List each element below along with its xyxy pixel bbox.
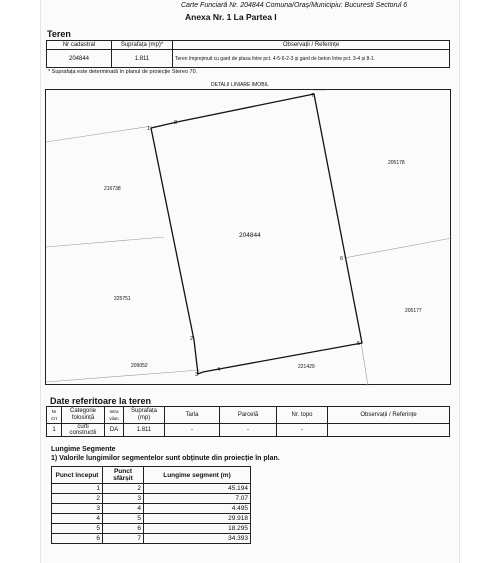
segment-end: 6 [103, 524, 144, 534]
anexa-title: Anexa Nr. 1 La Partea I [185, 12, 277, 22]
header-suprafata: Suprafața (mp)* [112, 41, 173, 50]
segment-end: 3 [103, 494, 144, 504]
plan-title: DETALII LINIARE IMOBIL [211, 82, 269, 88]
neighbor-line [344, 238, 452, 258]
cell-parcela: - [220, 424, 277, 437]
segment-start: 4 [52, 514, 103, 524]
header-suprafata-mp: Suprafața (mp) [124, 407, 165, 424]
neighbor-label: 205177 [405, 308, 422, 314]
segment-start: 1 [52, 484, 103, 494]
header-lungime-segment: Lungime segment (m) [144, 467, 251, 484]
neighbor-line [361, 342, 368, 386]
cell-tarla: - [165, 424, 220, 437]
segment-length: 29.918 [144, 514, 251, 524]
cell-nr-topo: - [277, 424, 328, 437]
header-observatii: Observații / Referințe [173, 41, 450, 50]
point-label: 5 [357, 341, 361, 347]
lungime-title: Lungime Segmente [51, 446, 116, 453]
segment-row [52, 514, 251, 524]
header-punct-inceput: Punct început [52, 467, 103, 484]
cell-nr-crt: 1 [47, 424, 62, 437]
parcel-label: 204844 [239, 232, 261, 239]
header-categorie: Categorie folosință [62, 407, 105, 424]
neighbor-line [46, 237, 164, 247]
header-punct-sfarsit: Punct sfârșit [103, 467, 144, 484]
point-label: 7 [311, 93, 315, 99]
cell-suprafata: 1.811 [124, 424, 165, 437]
suprafata-value: 1.811 [112, 50, 173, 68]
segment-length-table [51, 466, 251, 544]
date-teren-row [47, 424, 450, 437]
segment-length: 34.393 [144, 534, 251, 544]
segment-row [52, 534, 251, 544]
segment-start: 6 [52, 534, 103, 544]
point-label: 4 [217, 367, 221, 373]
neighbor-labels [104, 160, 422, 370]
date-teren-header-row [47, 407, 450, 424]
cell-intravilan: DA [105, 424, 124, 437]
neighbor-label: 216738 [104, 186, 121, 192]
segment-length: 7.07 [144, 494, 251, 504]
segment-row [52, 484, 251, 494]
teren-header-row [47, 41, 450, 50]
header-intravilan: Intra vilan [105, 407, 124, 424]
header-nr-topo: Nr. topo [277, 407, 328, 424]
date-teren-title: Date referitoare la teren [50, 396, 152, 406]
segment-row [52, 504, 251, 514]
segment-end: 4 [103, 504, 144, 514]
neighbor-line [46, 370, 200, 382]
point-label: 8 [174, 120, 178, 126]
segment-length: 4.495 [144, 504, 251, 514]
neighbor-label: 221429 [298, 364, 315, 370]
segment-end: 7 [103, 534, 144, 544]
nr-cadastral-value: 204844 [47, 50, 112, 68]
header-tarla: Tarla [165, 407, 220, 424]
point-label: 2 [190, 336, 194, 342]
neighbor-label: 209052 [131, 363, 148, 369]
point-label: 3 [195, 372, 199, 378]
cell-observatii [328, 424, 450, 437]
point-label: 6 [340, 256, 344, 262]
cell-categorie: curti constructii [62, 424, 105, 437]
segment-start: 5 [52, 524, 103, 534]
parcel-plan [45, 89, 451, 385]
segment-end: 5 [103, 514, 144, 524]
header-nr-cadastral: Nr cadastral [47, 41, 112, 50]
teren-table [46, 40, 450, 68]
carte-funciara-header: Carte Funciară Nr. 204844 Comuna/Oraș/Municipiu: Bucuresti Sectorul 6 [181, 2, 408, 9]
segment-header-row [52, 467, 251, 484]
segment-start: 2 [52, 494, 103, 504]
segment-length: 18.295 [144, 524, 251, 534]
header-nr-crt: Nr Crt [47, 407, 62, 424]
header-parcela: Parcelă [220, 407, 277, 424]
observatii-value: Teren împrejmuit cu gard de plasa între pct. 4-5-6-2-3 și gard de beton între pct. 3-4 și 8-1. [173, 50, 450, 68]
neighbor-label: 225751 [114, 296, 131, 302]
projection-footnote: * Suprafața este determinată în planul de proiecție Stereo 70. [48, 69, 198, 75]
lungime-subtitle: 1) Valorile lungimilor segmentelor sunt obținute din proiecție în plan. [51, 455, 280, 462]
segment-end: 2 [103, 484, 144, 494]
parcel-plan-drawing [46, 90, 452, 386]
teren-data-row [47, 50, 450, 68]
segment-length: 45.194 [144, 484, 251, 494]
document-page [40, 0, 460, 563]
neighbor-line [46, 126, 152, 142]
segment-start: 3 [52, 504, 103, 514]
point-label: 1 [147, 126, 151, 132]
segment-row [52, 524, 251, 534]
teren-title: Teren [47, 29, 71, 39]
date-teren-table [46, 406, 450, 437]
neighbor-label: 205178 [388, 160, 405, 166]
header-observatii-referinte: Observații / Referințe [328, 407, 450, 424]
segment-row [52, 494, 251, 504]
